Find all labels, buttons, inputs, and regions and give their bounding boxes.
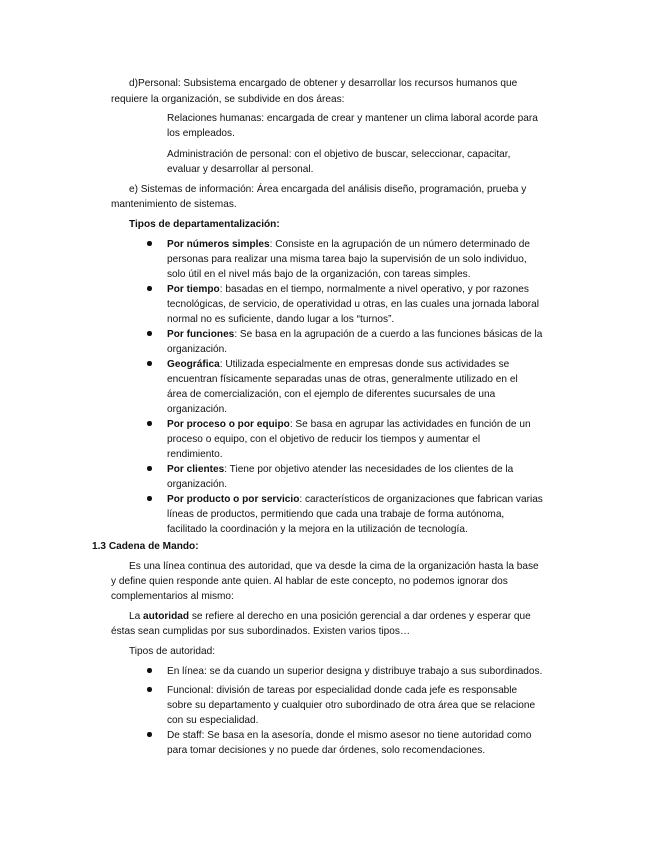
cadena-line-2: y define quien responde ante quien. Al hablar de este concepto, no podemos ignorar dos (111, 576, 508, 587)
dept-term: Por funciones (167, 329, 235, 340)
dept-item-proceso-line-3: rendimiento. (167, 449, 223, 460)
bullet-icon (147, 286, 152, 291)
bullet-icon (147, 687, 152, 692)
bullet-icon (147, 732, 152, 737)
dept-item-tiempo-line-3: normal no es suficiente, dando lugar a los “turnos”. (167, 314, 395, 325)
dept-item-tiempo-line-1: Por tiempo: basadas en el tiempo, normalmente a nivel operativo, y por razones (167, 284, 529, 295)
autoridad-line-1: La autoridad se refiere al derecho en una posición gerencial a dar ordenes y esperar que (129, 611, 531, 622)
dept-item-numeros-line-1: Por números simples: Consiste en la agrupación de un número determinado de (167, 239, 531, 250)
bullet-icon (147, 241, 152, 246)
tipos-autoridad-heading: Tipos de autoridad: (129, 646, 216, 657)
dept-item-producto-line-2: líneas de productos, permitiendo que cada una trabaje de forma autónoma, (167, 509, 505, 520)
dept-item-geografica-line-1: Geográfica: Utilizada especialmente en empresas donde sus actividades se (167, 359, 510, 370)
dept-term: Por producto o por servicio (167, 494, 300, 505)
dept-item-geografica-line-2: encuentran físicamente separadas unas de otras, generalmente utilizado en el (167, 374, 518, 385)
dept-term: Por proceso o por equipo (167, 419, 290, 430)
dept-term: Por clientes (167, 464, 225, 475)
dept-item-producto-line-1: Por producto o por servicio: característicos de organizaciones que fabrican varias (167, 494, 543, 505)
dept-item-clientes-line-1: Por clientes: Tiene por objetivo atender las necesidades de los clientes de la (167, 464, 514, 475)
auth-item-funcional-line-1: Funcional: división de tareas por especialidad donde cada jefe es responsable (167, 685, 518, 696)
auth-item-staff-line-1: De staff: Se basa en la asesoría, donde el mismo asesor no tiene autoridad como (167, 730, 532, 741)
bullet-icon (147, 331, 152, 336)
dept-item-tiempo-line-2: tecnológicas, de servicio, de operatividad u otras, en las cuales una jornada laboral (167, 299, 540, 310)
cadena-line-1: Es una línea continua des autoridad, que va desde la cima de la organización hasta la base (129, 561, 539, 572)
dept-item-numeros-line-3: solo útil en el nivel más bajo de la organización, con tareas simples. (167, 269, 471, 280)
dept-item-proceso-line-1: Por proceso o por equipo: Se basa en agrupar las actividades en función de un (167, 419, 531, 430)
auth-item-funcional-line-3: con su especialidad. (167, 715, 259, 726)
dept-item-geografica-line-4: organización. (167, 404, 228, 415)
autoridad-line-2: éstas sean cumplidas por sus subordinados. Existen varios tipos… (111, 626, 411, 637)
tipos-departamentalizacion-heading: Tipos de departamentalización: (129, 219, 280, 230)
sistemas-line-2: mantenimiento de sistemas. (111, 199, 237, 210)
dept-term: Por números simples (167, 239, 270, 250)
relaciones-line-1: Relaciones humanas: encargada de crear y mantener un clima laboral acorde para (167, 113, 538, 124)
bullet-icon (147, 668, 152, 673)
relaciones-line-2: los empleados. (167, 128, 235, 139)
bullet-icon (147, 466, 152, 471)
dept-item-geografica-line-3: área de comercialización, con el ejemplo de diferentes sucursales de una (167, 389, 496, 400)
bullet-icon (147, 496, 152, 501)
auth-item-staff-line-2: para tomar decisiones y no puede dar órdenes, solo recomendaciones. (167, 745, 486, 756)
administracion-line-1: Administración de personal: con el objetivo de buscar, seleccionar, capacitar, (167, 149, 511, 160)
cadena-line-3: complementarios al mismo: (111, 591, 234, 602)
dept-item-numeros-line-2: personas para realizar una misma tarea bajo la supervisión de un solo individuo, (167, 254, 527, 265)
sistemas-line-1: e) Sistemas de información: Área encargada del análisis diseño, programación, prueba y (129, 184, 527, 195)
dept-item-clientes-line-2: organización. (167, 479, 228, 490)
auth-item-linea-line-1: En línea: se da cuando un superior designa y distribuye trabajo a sus subordinados. (167, 666, 543, 677)
section-heading-cadena-de-mando: 1.3 Cadena de Mando: (92, 541, 199, 552)
dept-item-proceso-line-2: proceso o equipo, con el objetivo de reducir los tiempos y aumentar el (167, 434, 481, 445)
bullet-icon (147, 361, 152, 366)
dept-term: Geográfica (167, 359, 220, 370)
personal-line-1: d)Personal: Subsistema encargado de obtener y desarrollar los recursos humanos que (129, 78, 518, 89)
autoridad-term: autoridad (143, 611, 190, 622)
dept-item-funciones-line-2: organización. (167, 344, 228, 355)
administracion-line-2: evaluar y desarrollar al personal. (167, 164, 314, 175)
bullet-icon (147, 421, 152, 426)
dept-item-funciones-line-1: Por funciones: Se basa en la agrupación de a cuerdo a las funciones básicas de la (167, 329, 543, 340)
dept-item-producto-line-3: facilitado la coordinación y la mejora en la utilización de tecnología. (167, 524, 468, 535)
personal-line-2: requiere la organización, se subdivide en dos áreas: (111, 94, 345, 105)
auth-item-funcional-line-2: sobre su departamento y cualquier otro subordinado de otra área que se relacione (167, 700, 536, 711)
dept-term: Por tiempo (167, 284, 220, 295)
